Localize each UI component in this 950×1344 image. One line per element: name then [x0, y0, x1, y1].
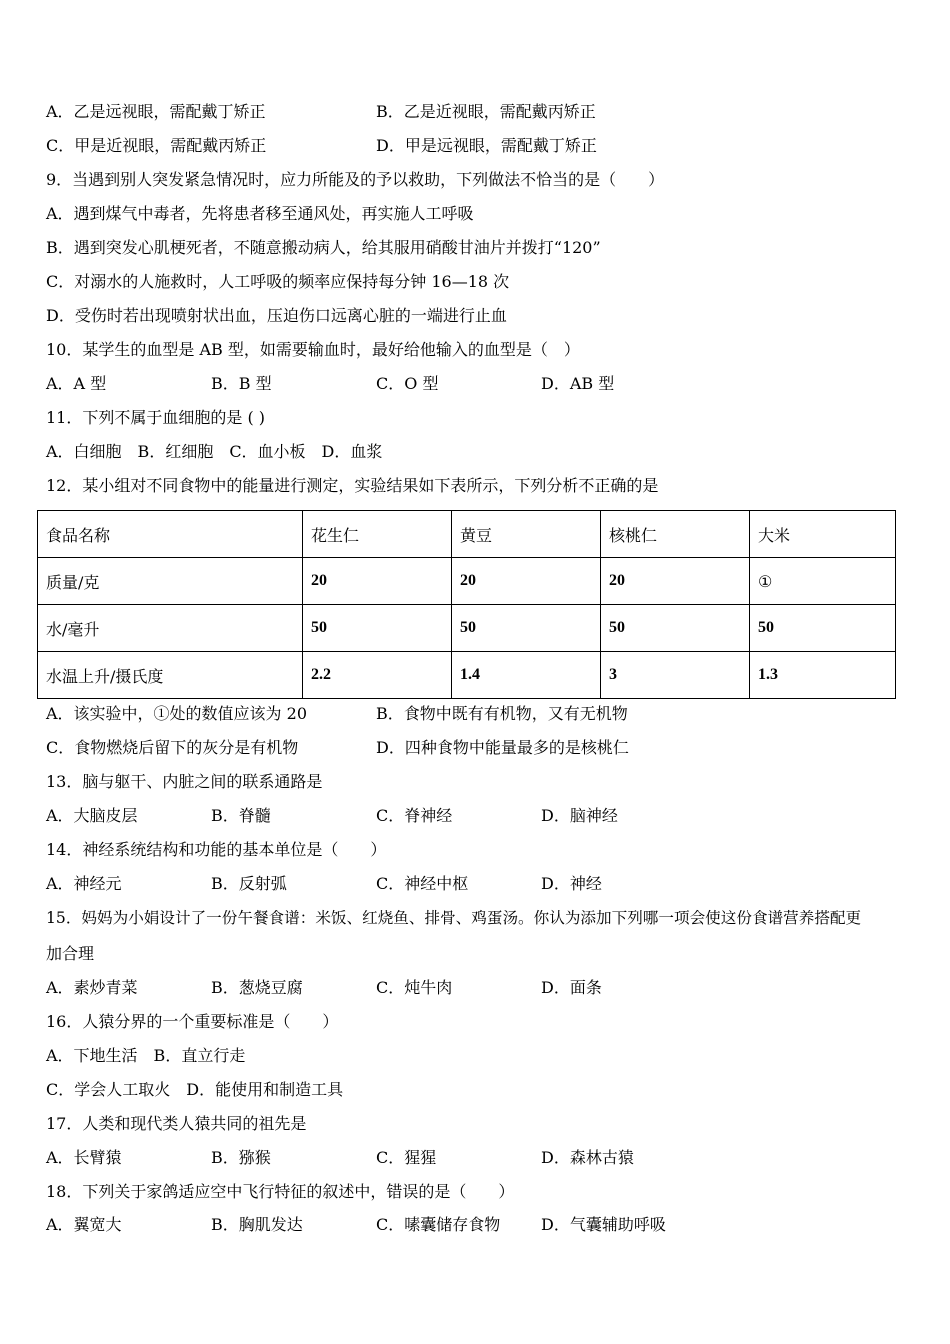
table-row-label: 水/毫升: [38, 605, 303, 652]
table-row-label: 质量/克: [38, 558, 303, 605]
q15-option-b: B．葱烧豆腐: [211, 978, 303, 997]
q12-option-b: B．食物中既有有机物，又有无机物: [376, 704, 628, 723]
q10-stem: 10．某学生的血型是 AB 型，如需要输血时，最好给他输入的血型是（ ）: [46, 340, 580, 359]
table-header-cell: 大米: [750, 511, 896, 558]
q9-option-d: D．受伤时若出现喷射状出血，压迫伤口远离心脏的一端进行止血: [46, 306, 507, 325]
q17-option-d: D．森林古猿: [541, 1148, 634, 1167]
q18-option-b: B．胸肌发达: [211, 1215, 303, 1234]
q17-option-a: A．长臂猿: [46, 1148, 122, 1167]
table-cell: 50: [303, 605, 452, 652]
table-cell: 20: [601, 558, 750, 605]
q16-stem: 16．人猿分界的一个重要标准是（ ）: [46, 1012, 339, 1031]
q18-option-d: D．气囊辅助呼吸: [541, 1215, 666, 1234]
table-cell: 50: [452, 605, 601, 652]
q15-option-d: D．面条: [541, 978, 602, 997]
table-header-cell: 核桃仁: [601, 511, 750, 558]
q13-option-a: A．大脑皮层: [46, 806, 138, 825]
q10-option-a: A．A 型: [46, 374, 107, 393]
q8-option-c: C．甲是近视眼，需配戴丙矫正: [46, 136, 267, 155]
table-header-cell: 黄豆: [452, 511, 601, 558]
q9-option-a: A．遇到煤气中毒者，先将患者移至通风处，再实施人工呼吸: [46, 204, 474, 223]
q14-option-c: C．神经中枢: [376, 874, 469, 893]
q15-option-c: C．炖牛肉: [376, 978, 453, 997]
q18-option-a: A．翼宽大: [46, 1215, 122, 1234]
q14-option-d: D．神经: [541, 874, 602, 893]
q14-option-a: A．神经元: [46, 874, 122, 893]
q9-stem: 9．当遇到别人突发紧急情况时，应力所能及的予以救助，下列做法不恰当的是（ ）: [46, 170, 665, 189]
q15-option-a: A．素炒青菜: [46, 978, 138, 997]
table-header-cell: 花生仁: [303, 511, 452, 558]
q18-stem: 18．下列关于家鸽适应空中飞行特征的叙述中，错误的是（ ）: [46, 1182, 515, 1201]
q17-stem: 17．人类和现代类人猿共同的祖先是: [46, 1114, 307, 1133]
q13-stem: 13．脑与躯干、内脏之间的联系通路是: [46, 772, 323, 791]
q12-option-d: D．四种食物中能量最多的是核桃仁: [376, 738, 629, 757]
q14-option-b: B．反射弧: [211, 874, 287, 893]
table-row-label: 水温上升/摄氏度: [38, 652, 303, 699]
q8-option-a: A．乙是远视眼，需配戴丁矫正: [46, 102, 266, 121]
q16-options-cd: C．学会人工取火 D．能使用和制造工具: [46, 1080, 344, 1099]
q10-option-c: C．O 型: [376, 374, 439, 393]
q11-stem: 11．下列不属于血细胞的是 ( ): [46, 408, 266, 427]
q14-stem: 14．神经系统结构和功能的基本单位是（ ）: [46, 840, 387, 859]
q10-option-d: D．AB 型: [541, 374, 615, 393]
table-cell: 50: [750, 605, 896, 652]
q8-option-d: D．甲是远视眼，需配戴丁矫正: [376, 136, 597, 155]
q12-stem: 12．某小组对不同食物中的能量进行测定，实验结果如下表所示，下列分析不正确的是: [46, 476, 659, 495]
q12-option-a: A．该实验中，①处的数值应该为 20: [46, 704, 308, 723]
q13-option-d: D．脑神经: [541, 806, 618, 825]
table-cell: 1.4: [452, 652, 601, 699]
table-cell: 50: [601, 605, 750, 652]
q13-option-c: C．脊神经: [376, 806, 453, 825]
table-cell: 1.3: [750, 652, 896, 699]
q15-stem-line2: 加合理: [46, 944, 95, 963]
table-cell: 3: [601, 652, 750, 699]
q17-option-b: B．猕猴: [211, 1148, 271, 1167]
table-row: [38, 558, 896, 605]
q9-option-b: B．遇到突发心肌梗死者，不随意搬动病人，给其服用硝酸甘油片并拨打“120”: [46, 238, 601, 257]
table-row: [38, 652, 896, 699]
q11-options: A．白细胞 B．红细胞 C．血小板 D．血浆: [46, 442, 383, 461]
table-cell: 2.2: [303, 652, 452, 699]
q16-options-ab: A．下地生活 B．直立行走: [46, 1046, 246, 1065]
q13-option-b: B．脊髓: [211, 806, 271, 825]
q9-option-c: C．对溺水的人施救时，人工呼吸的频率应保持每分钟 16—18 次: [46, 272, 510, 291]
q17-option-c: C．猩猩: [376, 1148, 437, 1167]
table-header-cell: 食品名称: [38, 511, 303, 558]
table-row: [38, 605, 896, 652]
food-energy-table: [37, 510, 896, 699]
table-cell: ①: [750, 558, 896, 605]
table-cell: 20: [452, 558, 601, 605]
q15-stem-line1: 15．妈妈为小娟设计了一份午餐食谱：米饭、红烧鱼、排骨、鸡蛋汤。你认为添加下列哪一项会使这份食谱营养搭配更: [46, 909, 862, 927]
q8-option-b: B．乙是近视眼，需配戴丙矫正: [376, 102, 596, 121]
table-cell: 20: [303, 558, 452, 605]
table-header-row: [38, 511, 896, 558]
q10-option-b: B．B 型: [211, 374, 272, 393]
q18-option-c: C．嗉囊储存食物: [376, 1215, 501, 1234]
q12-option-c: C．食物燃烧后留下的灰分是有机物: [46, 738, 299, 757]
